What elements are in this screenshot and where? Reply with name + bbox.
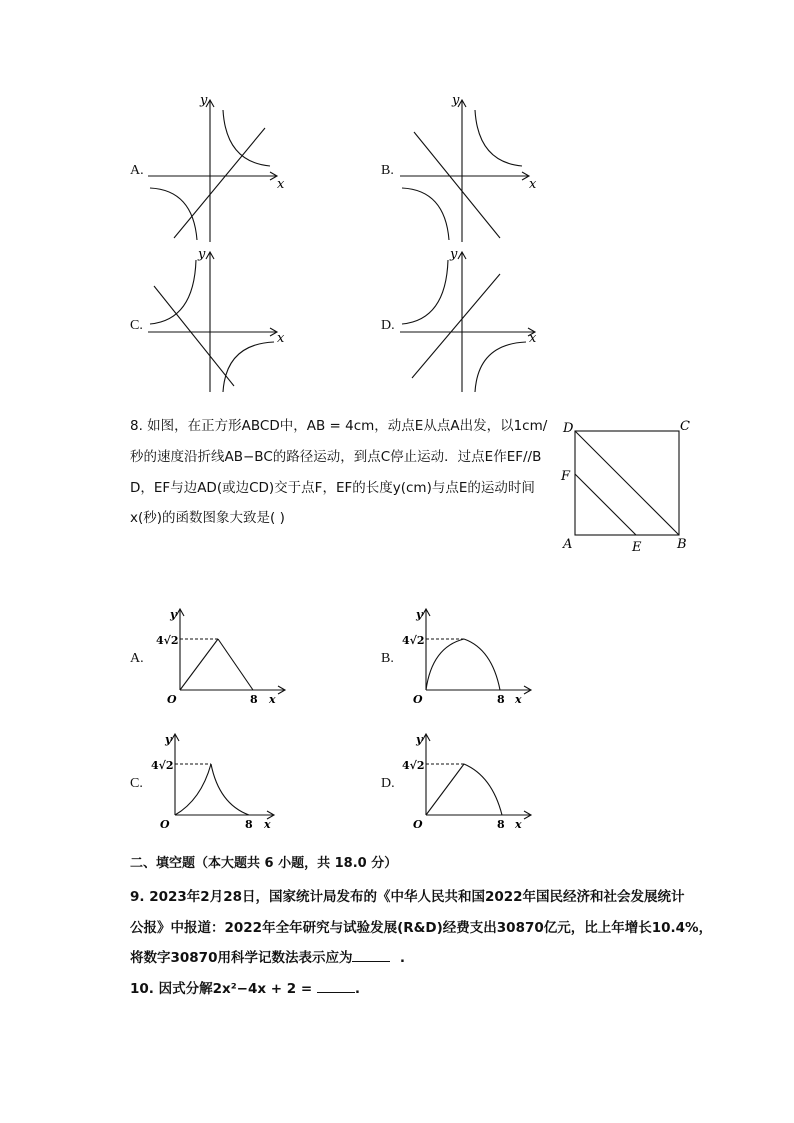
q7-option-a-label: A.	[130, 163, 144, 178]
q9-line-2: 公报》中报道：2022年全年研究与试验发展(R&D)经费支出30870亿元，比上年增长10.4%，	[130, 920, 713, 936]
q8d-y-label: y	[416, 733, 423, 746]
q8-graph-a	[156, 605, 290, 706]
q7d-x-label: x	[529, 331, 537, 346]
q8-graph-b	[402, 605, 536, 706]
q9-period: .	[390, 950, 405, 966]
q8c-end-label: 8	[245, 818, 253, 831]
q8a-peak-label: 4√2	[156, 634, 179, 647]
q7a-x-label: x	[277, 177, 285, 192]
q8a-origin-label: O	[167, 693, 177, 706]
q8-graph-d	[402, 730, 536, 831]
q8-option-b-label: B.	[381, 651, 394, 666]
q8-label-f: F	[561, 469, 571, 484]
q8-line-3: D，EF与边AD(或边CD)交于点F，EF的长度y(cm)与点E的运动时间	[130, 480, 535, 496]
q7-option-b-label: B.	[381, 163, 394, 178]
q7c-x-label: x	[277, 331, 285, 346]
q8-graph-c	[151, 730, 285, 831]
q8-square-figure	[555, 414, 705, 559]
section-2-heading: 二、填空题（本大题共 6 小题，共 18.0 分）	[130, 856, 398, 871]
q8c-origin-label: O	[160, 818, 170, 831]
q8b-end-label: 8	[497, 693, 505, 706]
q8c-x-label: x	[264, 818, 271, 831]
q8b-origin-label: O	[413, 693, 423, 706]
q8d-origin-label: O	[413, 818, 423, 831]
q7-graph-b	[400, 92, 540, 242]
q8-line-1: 8. 如图，在正方形ABCD中，AB = 4cm，动点E从点A出发，以1cm/	[130, 418, 548, 434]
q8-option-a-label: A.	[130, 651, 144, 666]
q7-option-c-label: C.	[130, 318, 143, 333]
q8d-x-label: x	[515, 818, 522, 831]
q8d-end-label: 8	[497, 818, 505, 831]
q7-graph-c	[148, 246, 288, 396]
q8a-end-label: 8	[250, 693, 258, 706]
q10-text: 10. 因式分解2x²−4x + 2 =	[130, 981, 317, 997]
q7a-y-label: y	[200, 93, 208, 108]
q8-label-a: A	[563, 537, 573, 552]
q7d-y-label: y	[450, 247, 458, 262]
q8b-y-label: y	[416, 608, 423, 621]
q7c-y-label: y	[198, 247, 206, 262]
q9-answer-blank[interactable]	[352, 949, 390, 962]
q8-label-c: C	[680, 419, 690, 434]
q9-line-3: 将数字30870用科学记数法表示应为	[130, 950, 353, 966]
q8-option-d-label: D.	[381, 776, 395, 791]
q7-option-d-label: D.	[381, 318, 395, 333]
q8a-x-label: x	[269, 693, 276, 706]
q8-label-b: B	[677, 537, 687, 552]
q8-line-4: x(秒)的函数图象大致是( )	[130, 510, 285, 526]
q8-line-2: 秒的速度沿折线AB−BC的路径运动，到点C停止运动．过点E作EF//B	[130, 449, 542, 465]
q7b-y-label: y	[452, 93, 460, 108]
q8-label-d: D	[563, 421, 574, 436]
q9-line-3-wrap	[130, 946, 405, 966]
q10-answer-blank[interactable]	[317, 980, 355, 993]
q8b-peak-label: 4√2	[402, 634, 425, 647]
q7b-x-label: x	[529, 177, 537, 192]
q8d-peak-label: 4√2	[402, 759, 425, 772]
q8c-peak-label: 4√2	[151, 759, 174, 772]
q7-graph-a	[148, 92, 288, 242]
q10-wrap	[130, 977, 360, 997]
q8-label-e: E	[632, 540, 642, 555]
q10-period: .	[354, 981, 360, 997]
q7-graph-d	[400, 246, 540, 396]
q8b-x-label: x	[515, 693, 522, 706]
q8-option-c-label: C.	[130, 776, 143, 791]
q8c-y-label: y	[165, 733, 172, 746]
q9-line-1: 9. 2023年2月28日，国家统计局发布的《中华人民共和国2022年国民经济和社会发展统计	[130, 889, 685, 905]
q8a-y-label: y	[170, 608, 177, 621]
